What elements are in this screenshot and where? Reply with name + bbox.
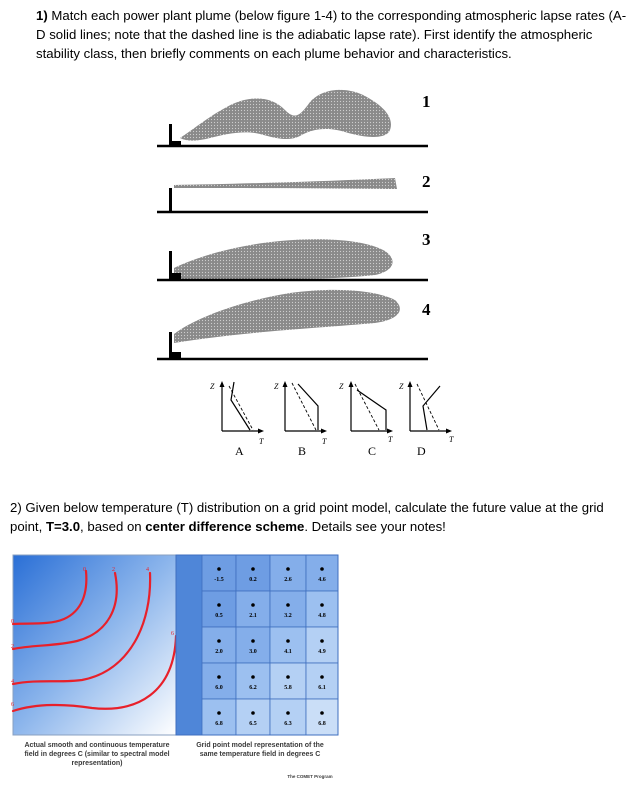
lapse-rate-A xyxy=(210,381,264,458)
lapse-rate-C-z: Z xyxy=(339,382,344,391)
right-caption: Grid point model representation of the same temperature field in degrees C xyxy=(196,742,324,758)
grid-point-r3-c4 xyxy=(320,639,324,643)
lapse-rate-A-t: T xyxy=(259,437,264,446)
grid-value-r1-c4: 4.6 xyxy=(318,577,326,583)
contour-label-6-left: 6 xyxy=(11,702,14,708)
grid-point-r3-c3 xyxy=(286,639,290,643)
grid-point-r1-c3 xyxy=(286,567,290,571)
lapse-rate-B-z: Z xyxy=(274,382,279,391)
grid-value-r1-c3: 2.6 xyxy=(284,577,292,583)
lapse-rate-D-z: Z xyxy=(399,382,404,391)
grid-value-r4-c1: 6.0 xyxy=(215,685,223,691)
grid-cell-r3-c3 xyxy=(270,627,306,663)
grid-value-r5-c2: 6.5 xyxy=(249,721,257,727)
plume-figure xyxy=(150,88,454,468)
question-2-number: 2) xyxy=(10,500,22,515)
contour-label-0: 0 xyxy=(83,567,86,573)
question-2-method: center difference scheme xyxy=(145,519,305,534)
grid-value-r5-c4: 6.8 xyxy=(318,721,326,727)
grid-point-r3-c2 xyxy=(251,639,255,643)
lapse-rate-C-label: C xyxy=(368,444,377,458)
grid-value-r3-c3: 4.1 xyxy=(284,649,292,655)
grid-value-r1-c2: 0.2 xyxy=(249,577,257,583)
grid-value-r3-c1: 2.0 xyxy=(215,649,223,655)
grid-point-r1-c2 xyxy=(251,567,255,571)
contour-label-4: 4 xyxy=(146,567,149,573)
grid-point-r5-c3 xyxy=(286,711,290,715)
grid-point-r4-c4 xyxy=(320,675,324,679)
grid-cell-r3-c1 xyxy=(202,627,236,663)
grid-cell-r3-c4 xyxy=(306,627,338,663)
grid-cell-r4-c2 xyxy=(236,663,270,699)
grid-cell-r1-c4 xyxy=(306,555,338,591)
grid-point-r3-c1 xyxy=(217,639,221,643)
grid-cell-r5-c1 xyxy=(202,699,236,735)
grid-point-r5-c4 xyxy=(320,711,324,715)
grid-value-r5-c1: 6.8 xyxy=(215,721,223,727)
credit: The COMET Program xyxy=(287,774,333,779)
lapse-rate-C-t: T xyxy=(388,435,393,444)
grid-cell-r2-c3 xyxy=(270,591,306,627)
grid-cell-r1-c3 xyxy=(270,555,306,591)
lapse-rate-D-label: D xyxy=(417,444,426,458)
grid-point-r4-c3 xyxy=(286,675,290,679)
plume-2-stack xyxy=(169,188,172,211)
grid-point-r2-c4 xyxy=(320,603,324,607)
grid-cell-r2-c1 xyxy=(202,591,236,627)
lapse-rate-A-z: Z xyxy=(210,382,215,391)
grid-value-r2-c3: 3.2 xyxy=(284,613,292,619)
grid-cell-r2-c4 xyxy=(306,591,338,627)
grid-point-r1-c4 xyxy=(320,567,324,571)
lapse-rate-C xyxy=(339,381,393,458)
grid-cell-r1-c2 xyxy=(236,555,270,591)
plume-3-smoke xyxy=(174,239,393,279)
left-caption: Actual smooth and continuous temperature field in degrees C (similar to spectral model representation) xyxy=(24,742,170,767)
question-1-number: 1) xyxy=(36,8,48,23)
grid-point-r4-c1 xyxy=(217,675,221,679)
contour-label-6: 6 xyxy=(171,631,174,637)
lapse-rate-D xyxy=(399,381,454,458)
grid-point-r2-c2 xyxy=(251,603,255,607)
grid-point-r4-c2 xyxy=(251,675,255,679)
question-1 xyxy=(36,6,632,63)
grid-cell-r4-c3 xyxy=(270,663,306,699)
grid-cell-r5-c3 xyxy=(270,699,306,735)
grid-cell-r5-c4 xyxy=(306,699,338,735)
contour-label-2: 2 xyxy=(112,567,115,573)
plume-3 xyxy=(157,230,431,280)
grid-value-r4-c2: 6.2 xyxy=(249,685,257,691)
grid-cell-r5-c2 xyxy=(236,699,270,735)
contour-label-2-left: 2 xyxy=(11,644,14,650)
question-2-value: T=3.0 xyxy=(45,519,81,534)
plume-2-smoke xyxy=(174,178,397,189)
plume-1 xyxy=(157,90,431,146)
grid-value-r2-c2: 2.1 xyxy=(249,613,257,619)
lapse-rate-B-t: T xyxy=(322,437,327,446)
grid-cell-r4-c1 xyxy=(202,663,236,699)
question-2: 2) Given below temperature (T) distribution on a grid point model, calculate the future value at the grid point, T=3.0, based on center difference scheme. Details see your notes! xyxy=(10,500,604,534)
grid-cell-r4-c4 xyxy=(306,663,338,699)
grid-point-r2-c3 xyxy=(286,603,290,607)
lapse-rate-D-t: T xyxy=(449,435,454,444)
grid-point-r1-c1 xyxy=(217,567,221,571)
plume-1-smoke xyxy=(180,90,391,141)
grid-cell-r1-c1 xyxy=(202,555,236,591)
grid-value-r2-c4: 4.8 xyxy=(318,613,326,619)
plume-4 xyxy=(157,290,431,359)
grid-left-strip xyxy=(176,555,202,735)
lapse-rate-B xyxy=(274,381,327,458)
grid-value-r1-c1: -1.5 xyxy=(214,577,224,583)
grid-value-r3-c4: 4.9 xyxy=(318,649,326,655)
grid-point-r2-c1 xyxy=(217,603,221,607)
lapse-rate-B-label: B xyxy=(298,444,307,458)
plume-2-number: 2 xyxy=(422,172,431,191)
grid-point-r5-c1 xyxy=(217,711,221,715)
grid-cell-r3-c2 xyxy=(236,627,270,663)
grid-value-r4-c4: 6.1 xyxy=(318,685,326,691)
contour-label-4-left: 4 xyxy=(11,679,14,685)
grid-value-r5-c3: 6.3 xyxy=(284,721,292,727)
plume-4-smoke xyxy=(174,290,400,343)
grid-value-r3-c2: 3.0 xyxy=(249,649,257,655)
grid-point-r5-c2 xyxy=(251,711,255,715)
plume-3-number: 3 xyxy=(422,230,431,249)
lapse-rate-A-label: A xyxy=(235,444,244,458)
grid-value-r4-c3: 5.8 xyxy=(284,685,292,691)
question-1-text: Match each power plant plume (below figure 1-4) to the corresponding atmospheric lapse rates (A-D solid lines; note that the dashed line is the adiabatic lapse rate). First identify the atmospheric stability class, then briefly comments on each plume behavior and characteristics. xyxy=(36,8,627,61)
plume-4-number: 4 xyxy=(422,300,431,319)
plume-2 xyxy=(157,172,431,212)
contour-label-0-left: 0 xyxy=(11,619,14,625)
grid-cell-r2-c2 xyxy=(236,591,270,627)
plume-1-number: 1 xyxy=(422,92,431,111)
grid-value-r2-c1: 0.5 xyxy=(215,613,223,619)
grid-point-field xyxy=(176,555,338,735)
